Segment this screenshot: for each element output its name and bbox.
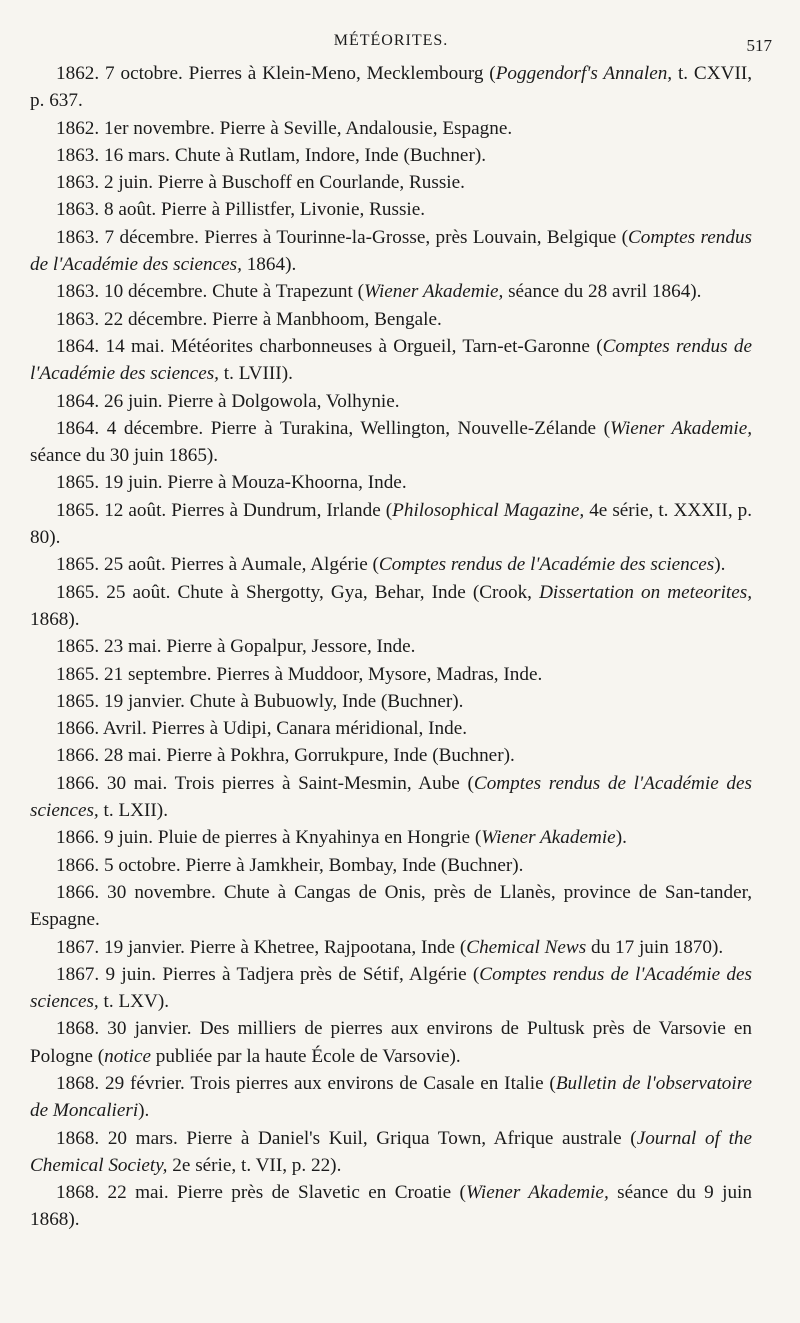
entry-text: Trois pierres à Saint-Mesmin, Aube (	[174, 772, 474, 794]
list-item	[30, 224, 752, 279]
entry-reference: Journal of the Chemical Society,	[30, 1127, 753, 1176]
entry-reference: Comptes rendus de l'Académie des sciences	[378, 554, 715, 576]
entry-text: Pierre à Buschoff en Courlande, Russie.	[157, 172, 465, 194]
entry-date: 4 décembre.	[106, 417, 204, 439]
list-item	[30, 551, 752, 578]
entry-date: 25 août.	[106, 581, 171, 603]
entry-date: 30 novembre.	[107, 881, 216, 903]
entry-year: 1865.	[56, 554, 100, 576]
entry-year: 1865.	[56, 581, 100, 603]
list-item	[30, 742, 752, 769]
entry-reference: Wiener Akademie,	[364, 281, 504, 303]
entry-reference: Poggendorf's Annalen,	[495, 63, 673, 84]
entry-date: 23 mai.	[103, 636, 162, 658]
entry-reference-tail: t. LVIII).	[218, 363, 293, 385]
list-item	[30, 661, 752, 688]
entry-text: Pierre à Mouza-Khoorna, Inde.	[167, 472, 407, 494]
entry-year: 1863.	[56, 172, 100, 194]
list-item	[30, 169, 752, 196]
page-number: 517	[746, 36, 772, 55]
entry-year: 1864.	[56, 390, 100, 412]
entry-year: 1868.	[56, 1018, 100, 1040]
entry-reference-tail: 1868).	[30, 608, 80, 630]
entry-year: 1867.	[56, 963, 100, 985]
entry-text: Chute à Rutlam, Indore, Inde (Buchner).	[174, 144, 487, 166]
entry-year: 1865.	[56, 472, 100, 494]
entry-text: Pierre à Pokhra, Gorrukpure, Inde (Buchner).	[166, 745, 515, 767]
entry-reference: Comptes rendus de l'Académie des sciences,	[30, 772, 752, 822]
running-title: MÉTÉORITES.	[333, 32, 449, 49]
entry-text: Chute à Cangas de Onis, près de Llanès, province de San-tander, Espagne.	[30, 881, 752, 931]
entry-text: Des milliers de pierres aux environs de Pultusk près de Varsovie en Pologne (	[30, 1018, 753, 1067]
entry-text: Chute à Bubuowly, Inde (Buchner).	[189, 690, 464, 712]
entry-year: 1862.	[56, 117, 100, 139]
entry-date: Avril.	[102, 718, 147, 740]
entry-year: 1863.	[56, 226, 100, 248]
entry-date: 22 mai.	[107, 1182, 169, 1204]
entry-reference: Comptes rendus de l'Académie des sciences,	[30, 226, 753, 276]
entry-text: Météorites charbonneuses à Orgueil, Tarn-et-Garonne (	[170, 335, 603, 357]
entry-reference-tail: du 17 juin 1870).	[586, 936, 724, 958]
entry-text: Pierre à Khetree, Rajpootana, Inde (	[189, 936, 467, 958]
entry-date: 8 août.	[103, 199, 157, 221]
entry-text: Pierre à Manbhoom, Bengale.	[212, 308, 442, 330]
entry-reference: Wiener Akademie,	[465, 1182, 609, 1204]
entry-date: 22 décembre.	[103, 308, 208, 330]
list-item	[30, 115, 752, 142]
entry-year: 1863.	[56, 144, 100, 166]
entry-year: 1864.	[56, 417, 100, 439]
list-item	[30, 415, 752, 470]
entry-text: Pierres à Tadjera près de Sétif, Algérie (	[162, 963, 480, 985]
entry-date: 25 août.	[103, 554, 166, 576]
entry-date: 7 octobre.	[105, 63, 183, 84]
list-item	[30, 142, 752, 169]
entry-reference-tail: t. CXVII, p. 637.	[30, 63, 753, 112]
list-item	[30, 1179, 752, 1234]
entry-year: 1866.	[56, 745, 100, 767]
entry-date: 5 octobre.	[103, 854, 181, 876]
entry-reference: Comptes rendus de l'Académie des sciences,	[30, 335, 752, 385]
list-item	[30, 333, 752, 388]
entry-year: 1866.	[56, 718, 100, 740]
entry-year: 1865.	[56, 636, 100, 658]
entry-reference-tail: ).	[615, 827, 627, 849]
entry-date: 30 mai.	[106, 772, 168, 794]
entry-text: Pierre à Seville, Andalousie, Espagne.	[219, 117, 513, 139]
entry-reference-tail: ).	[138, 1100, 150, 1122]
entry-year: 1863.	[56, 281, 100, 303]
list-item	[30, 469, 752, 496]
list-item	[30, 770, 752, 825]
entry-year: 1868.	[56, 1182, 100, 1204]
entry-date: 26 juin.	[103, 390, 163, 412]
entry-text: Pierre à Gopalpur, Jessore, Inde.	[166, 636, 416, 658]
entry-reference-tail: 4e série, t. XXXII, p. 80).	[30, 499, 753, 549]
entry-year: 1865.	[56, 690, 100, 712]
entry-year: 1868.	[56, 1127, 100, 1149]
list-item	[30, 688, 752, 715]
entry-date: 7 décembre.	[104, 226, 199, 248]
entry-year: 1865.	[56, 663, 100, 685]
entry-text: Pierre à Pillistfer, Livonie, Russie.	[161, 199, 426, 221]
entry-date: 9 juin.	[103, 827, 154, 849]
entry-year: 1867.	[56, 936, 100, 958]
list-item	[30, 278, 752, 305]
entry-date: 30 janvier.	[107, 1018, 192, 1040]
list-item	[30, 934, 752, 961]
entry-text: Pierres à Aumale, Algérie (	[170, 554, 379, 576]
entry-text: Pierres à Tourinne-la-Grosse, près Louvain, Belgique (	[204, 226, 628, 248]
entry-date: 29 février.	[104, 1072, 185, 1094]
entry-reference-tail: 2e série, t. VII, p. 22).	[167, 1154, 342, 1176]
list-item	[30, 852, 752, 879]
entry-year: 1866.	[56, 827, 100, 849]
entry-date: 19 juin.	[103, 472, 163, 494]
entry-year: 1863.	[56, 308, 100, 330]
entry-date: 28 mai.	[103, 745, 162, 767]
entry-text: Pierres à Udipi, Canara méridional, Inde.	[151, 718, 468, 740]
entry-reference-tail: publiée par la haute École de Varsovie).	[150, 1045, 461, 1067]
entry-year: 1866.	[56, 772, 100, 794]
entry-year: 1866.	[56, 854, 100, 876]
entry-date: 10 décembre.	[103, 281, 208, 303]
entry-reference-tail: ).	[714, 554, 726, 576]
entry-text: Pierre à Daniel's Kuil, Griqua Town, Afrique australe (	[186, 1127, 637, 1149]
entry-year: 1863.	[56, 199, 100, 221]
entry-text: Trois pierres aux environs de Casale en Italie (	[190, 1072, 556, 1094]
entry-reference: Chemical News	[466, 936, 587, 958]
list-item	[30, 715, 752, 742]
entry-date: 19 janvier.	[103, 936, 185, 958]
entry-reference: Wiener Akademie	[481, 827, 616, 849]
list-item	[30, 824, 752, 851]
list-item	[30, 961, 752, 1016]
entry-text: Pluie de pierres à Knyahinya en Hongrie (	[157, 827, 482, 849]
entry-text: Pierres à Dundrum, Irlande (	[171, 499, 393, 521]
entry-text: Pierres à Klein-Meno, Mecklembourg (	[188, 63, 496, 84]
list-item	[30, 1125, 752, 1180]
entry-reference: Dissertation on meteorites,	[539, 581, 753, 603]
entry-year: 1864.	[56, 335, 100, 357]
entry-year: 1868.	[56, 1072, 100, 1094]
entry-reference-tail: t. LXII).	[98, 800, 168, 822]
entry-reference: notice	[104, 1045, 151, 1067]
list-item	[30, 633, 752, 660]
list-item	[30, 60, 752, 115]
entry-date: 9 juin.	[105, 963, 157, 985]
entry-reference: Comptes rendus de l'Académie des sciences,	[30, 963, 753, 1013]
entry-reference-tail: séance du 9 juin 1868).	[30, 1182, 752, 1231]
entry-reference-tail: séance du 28 avril 1864).	[503, 281, 702, 303]
list-item	[30, 497, 752, 552]
entry-year: 1865.	[56, 499, 100, 521]
entry-text: Chute à Shergotty, Gya, Behar, Inde (Crook,	[177, 581, 540, 603]
entry-date: 21 septembre.	[103, 663, 212, 685]
list-item	[30, 196, 752, 223]
entry-reference-tail: séance du 30 juin 1865).	[30, 445, 219, 467]
meteorite-chronology-list	[30, 60, 752, 1234]
entry-date: 20 mars.	[107, 1127, 178, 1149]
page-header	[30, 28, 772, 58]
entry-date: 14 mai.	[105, 335, 165, 357]
entry-reference-tail: t. LXV).	[98, 991, 170, 1013]
entry-text: Pierres à Muddoor, Mysore, Madras, Inde.	[216, 663, 543, 685]
list-item	[30, 879, 752, 934]
entry-reference-tail: 1864).	[241, 254, 297, 276]
list-item	[30, 1070, 752, 1125]
entry-year: 1862.	[56, 63, 100, 84]
entry-date: 16 mars.	[103, 144, 171, 166]
entry-date: 2 juin.	[103, 172, 154, 194]
list-item	[30, 306, 752, 333]
entry-reference: Philosophical Magazine,	[392, 499, 585, 521]
entry-reference: Bulletin de l'observatoire de Moncalieri	[30, 1072, 753, 1122]
entry-text: Pierre à Jamkheir, Bombay, Inde (Buchner).	[185, 854, 524, 876]
entry-date: 19 janvier.	[103, 690, 185, 712]
list-item	[30, 388, 752, 415]
entry-year: 1866.	[56, 881, 100, 903]
entry-text: Pierre à Turakina, Wellington, Nouvelle-Zélande (	[210, 417, 611, 439]
entry-reference: Wiener Akademie,	[610, 417, 753, 439]
entry-date: 1er novembre.	[103, 117, 215, 139]
list-item	[30, 1015, 752, 1070]
entry-text: Pierre près de Slavetic en Croatie (	[177, 1182, 466, 1204]
list-item	[30, 579, 752, 634]
entry-date: 12 août.	[104, 499, 167, 521]
entry-text: Chute à Trapezunt (	[212, 281, 365, 303]
entry-text: Pierre à Dolgowola, Volhynie.	[167, 390, 400, 412]
